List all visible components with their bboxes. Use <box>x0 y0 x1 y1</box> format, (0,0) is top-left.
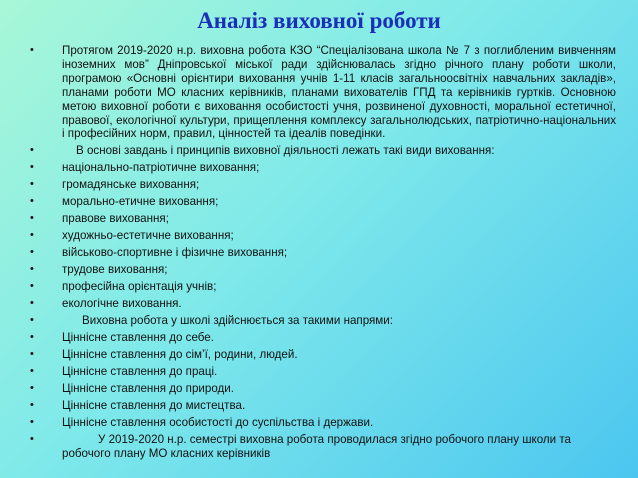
list-item <box>16 246 616 260</box>
list-item-text: Ціннісне ставлення до мистецтва. <box>62 399 246 413</box>
list-item <box>16 229 616 243</box>
list-item-text: художньо-естетичне виховання; <box>62 229 234 243</box>
bullet-icon: • <box>30 399 34 412</box>
list-item-text: трудове виховання; <box>62 263 168 277</box>
bullet-icon: • <box>30 331 34 344</box>
list-item-text: національно-патріотичне виховання; <box>62 161 260 175</box>
list-item-text: Ціннісне ставлення до праці. <box>62 365 218 379</box>
list-item-text: Ціннісне ставлення до себе. <box>62 331 214 345</box>
list-item <box>16 331 616 345</box>
list-item <box>16 382 616 396</box>
list-item-text: Ціннісне ставлення до сім’ї, родини, людей. <box>62 348 298 362</box>
list-item <box>16 399 616 413</box>
list-item <box>16 297 616 311</box>
list-item-text: Ціннісне ставлення до природи. <box>62 382 234 396</box>
bullet-icon: • <box>30 382 34 395</box>
list-item <box>16 263 616 277</box>
list-item <box>16 212 616 226</box>
list-item-text: Ціннісне ставлення особистості до суспільства і держави. <box>62 416 374 430</box>
list-item <box>16 416 616 430</box>
list-item <box>16 365 616 379</box>
bullet-icon: • <box>30 314 34 327</box>
slide-title: Аналіз виховної роботи <box>197 8 441 33</box>
list-item-text: В основі завдань і принципів виховної діяльності лежать такі види виховання: <box>76 144 495 158</box>
bullet-icon: • <box>30 246 34 259</box>
list-item <box>16 195 616 209</box>
list-item-text: У 2019-2020 н.р. семестрі виховна робота проводилася згідно робочого плану школи та робочого плану МО класних керівників <box>62 433 571 461</box>
list-item-text: Протягом 2019-2020 н.р. виховна робота КЗО “Спеціалізована школа № 7 з поглибленим вивченням іноземних мов” Дніпровської міської ради здійснювалась згідно річного плану роботи школи, програмою «Основні орієнтири виховання учнів 1-11 класів загальноосвітніх навчальних закладів», планами роботи МО класних керівників, планами вихователів ГПД та керівників гуртків. Основною метою виховної роботи є виховання особистості учня, розвиненої духовності, моральної естетичної, правової, екологічної культури, прищеплення комплексу загальнолюдських, патріотично-національних і професійних норм, правил, цінностей та ідеалів поведінки. <box>62 44 616 141</box>
bullet-icon: • <box>30 348 34 361</box>
list-item <box>16 144 616 158</box>
bullet-icon: • <box>30 212 34 225</box>
bullet-icon: • <box>30 178 34 191</box>
list-item-text: професійна орієнтація учнів; <box>62 280 217 294</box>
bullet-icon: • <box>30 144 34 157</box>
list-item <box>16 348 616 362</box>
bullet-icon: • <box>30 416 34 429</box>
bullet-icon: • <box>30 229 34 242</box>
list-item-text: військово-спортивне і фізичне виховання; <box>62 246 288 260</box>
list-item <box>16 44 616 141</box>
list-item <box>16 433 616 461</box>
list-item <box>16 178 616 192</box>
bullet-icon: • <box>30 365 34 378</box>
list-item-text: правове виховання; <box>62 212 169 226</box>
bullet-icon: • <box>30 44 34 56</box>
list-item-text: Виховна робота у школі здійснюється за такими напрями: <box>82 314 393 328</box>
list-item-text: екологічне виховання. <box>62 297 182 311</box>
bullet-icon: • <box>30 195 34 208</box>
list-item <box>16 280 616 294</box>
bullet-icon: • <box>30 161 34 174</box>
list-item <box>16 314 616 328</box>
bullet-icon: • <box>30 297 34 310</box>
list-item-text: громадянське виховання; <box>62 178 200 192</box>
bullet-icon: • <box>30 280 34 293</box>
bullet-icon: • <box>30 433 34 446</box>
list-item <box>16 161 616 175</box>
bullet-list <box>16 44 616 464</box>
bullet-icon: • <box>30 263 34 276</box>
list-item-text: морально-етичне виховання; <box>62 195 219 209</box>
